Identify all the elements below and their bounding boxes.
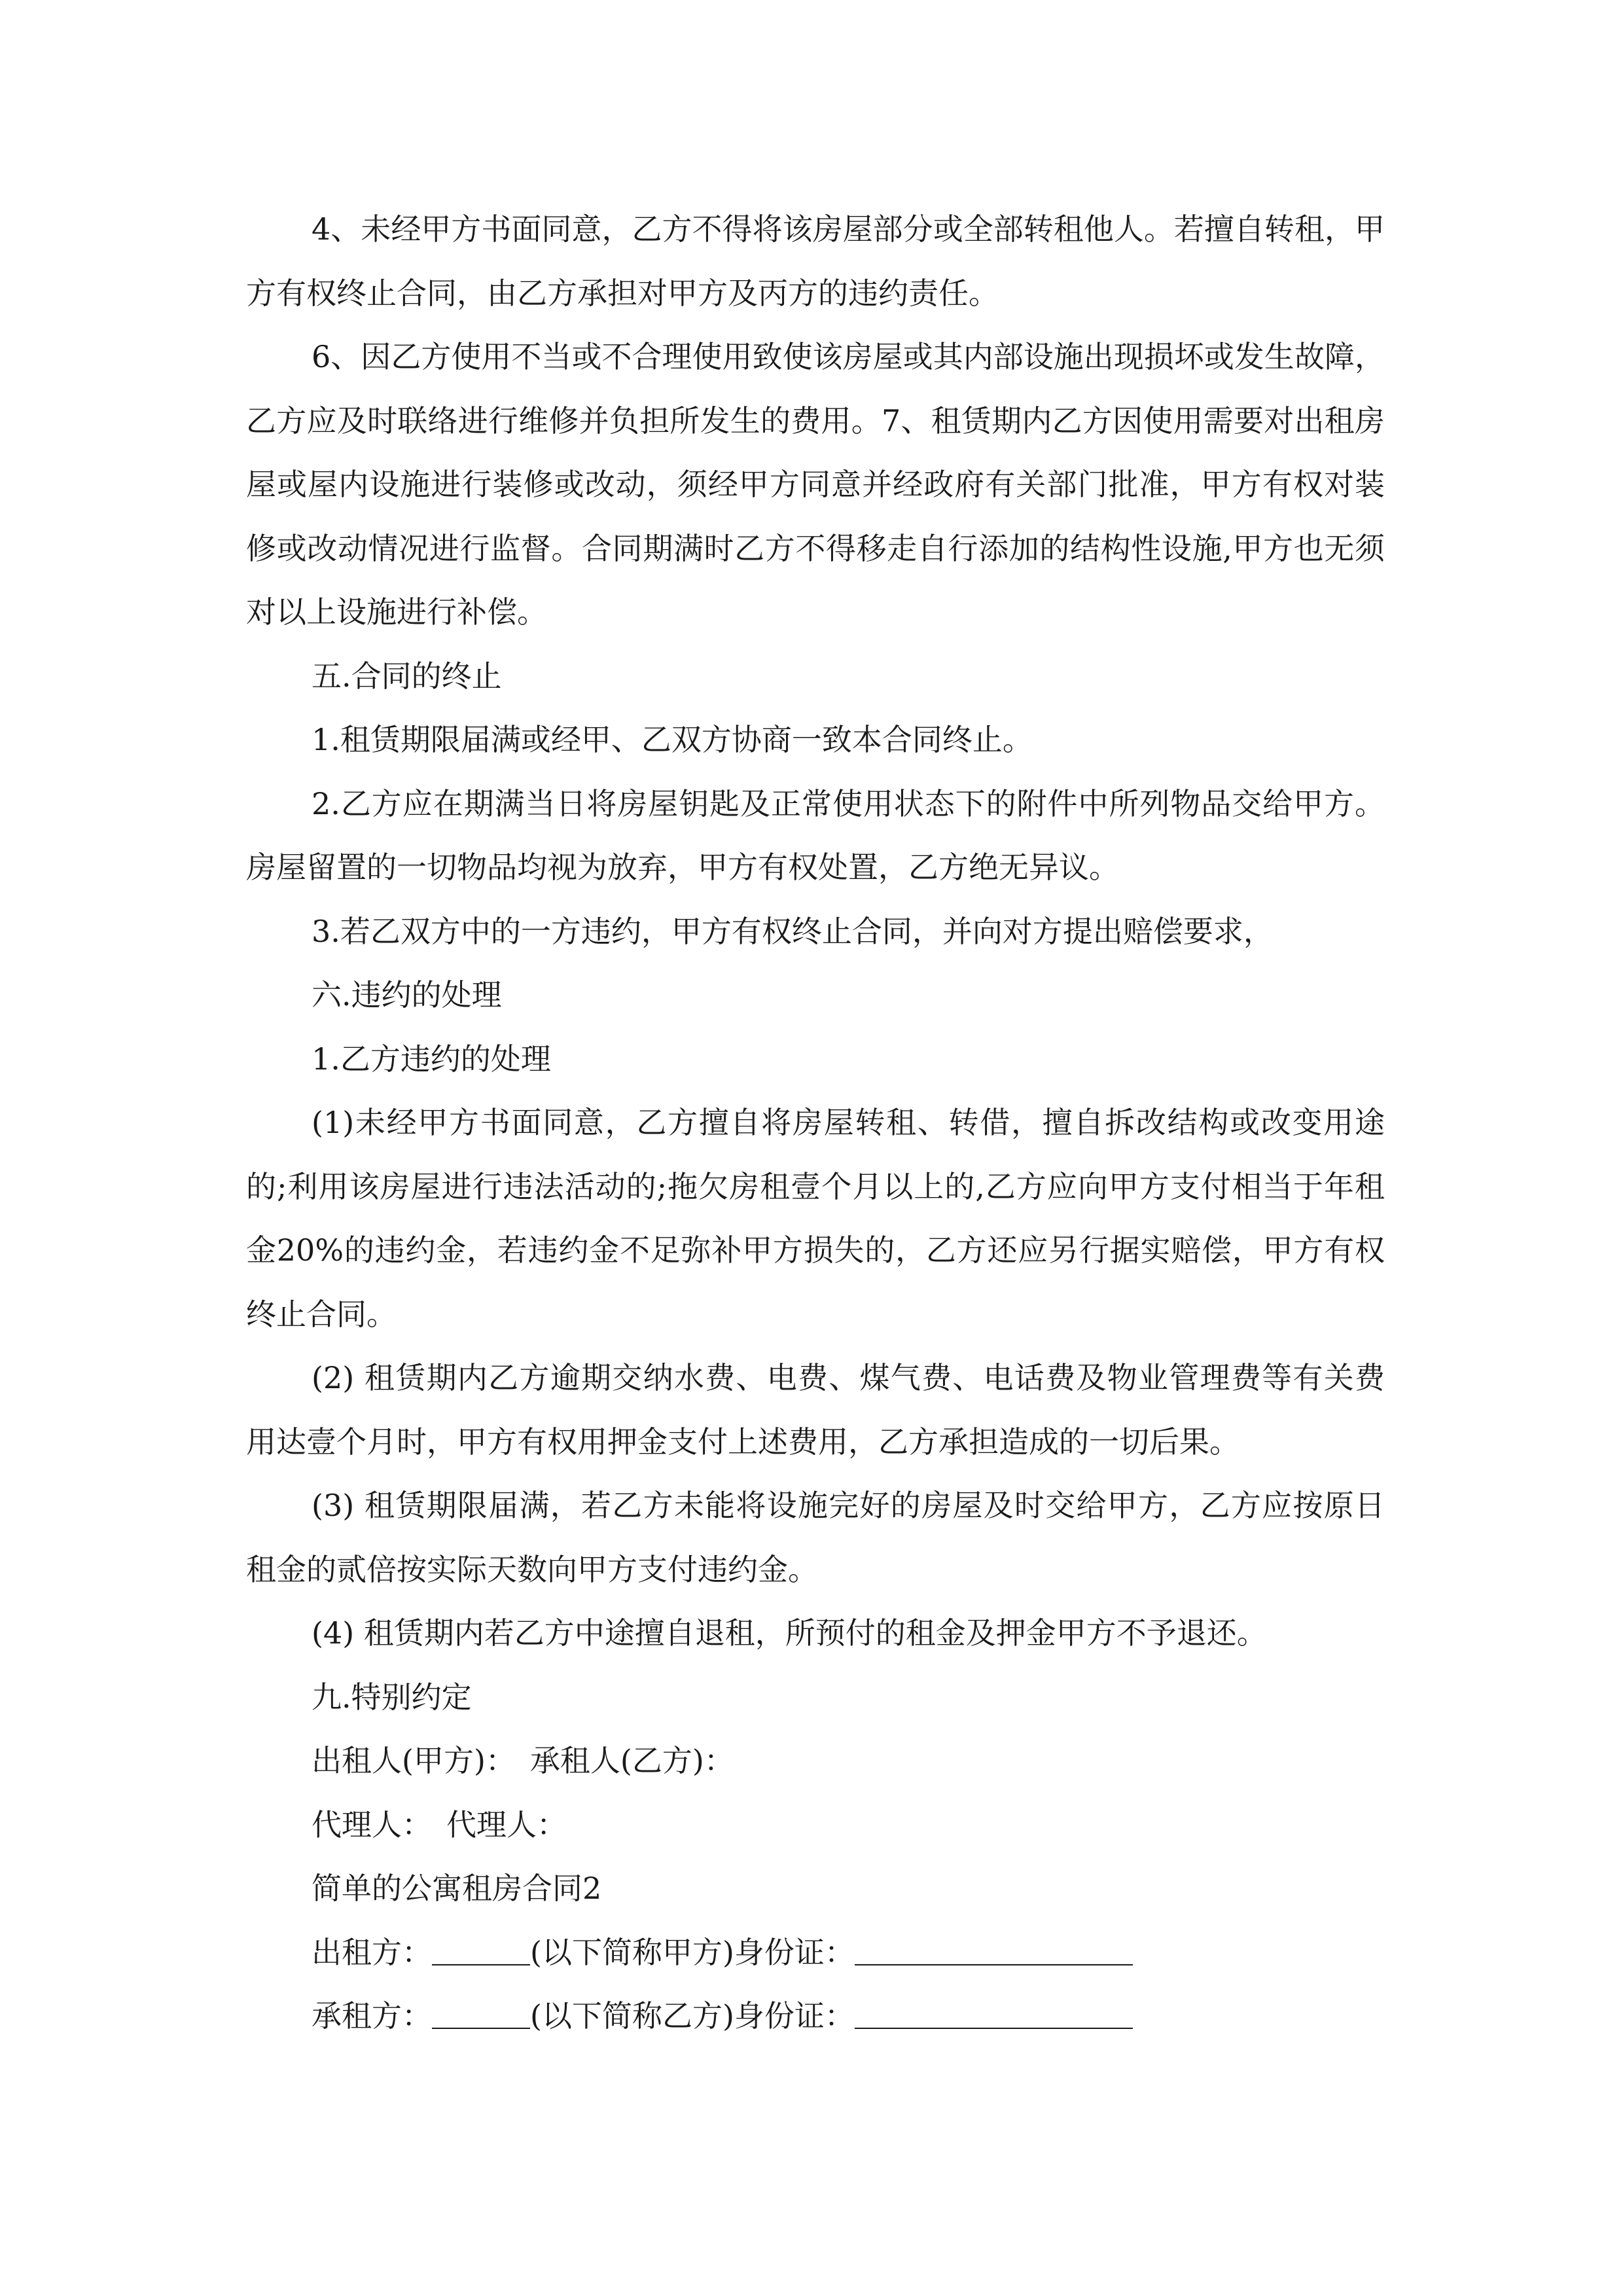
clause-6-7-repair-renovation: 6、因乙方使用不当或不合理使用致使该房屋或其内部设施出现损坏或发生故障，乙方应及时联络进行维修并负担所发生的费用。7、租赁期内乙方因使用需要对出租房屋或屋内设施进行装修或改动，须经甲方同意并经政府有关部门批准，甲方有权对装修或改动情况进行监督。合同期满时乙方不得移走自行添加的结构性设施,甲方也无须对以上设施进行补偿。 xyxy=(246,339,1385,630)
lessor-agent-label: 代理人： xyxy=(312,1806,432,1842)
lessor-signature-label: 出租人(甲方)： xyxy=(312,1743,516,1778)
section-9-heading: 九.特别约定 xyxy=(312,1679,472,1715)
lessor-prefix: 出租方： xyxy=(312,1934,432,1970)
termination-item-3: 3.若乙双方中的一方违约，甲方有权终止合同，并向对方提出赔偿要求， xyxy=(312,913,1274,949)
contract-2-title: 简单的公寓租房合同2 xyxy=(312,1871,602,1906)
lessor-id-line xyxy=(246,1921,1385,1985)
lessee-agent-label: 代理人： xyxy=(446,1806,567,1842)
section-5-heading: 五.合同的终止 xyxy=(312,658,502,694)
breach-item-1: (1)未经甲方书面同意，乙方擅自将房屋转租、转借，擅自拆改结构或改变用途的;利用该房屋进行违法活动的;拖欠房租壹个月以上的,乙方应向甲方支付相当于年租金20%的违约金，若违约金不足弥补甲方损失的，乙方还应另行据实赔偿，甲方有权终止合同。 xyxy=(246,1105,1385,1332)
termination-item-1: 1.租赁期限届满或经甲、乙双方协商一致本合同终止。 xyxy=(312,722,1033,757)
lessee-prefix: 承租方： xyxy=(312,1998,432,2034)
signature-agent-line xyxy=(246,1793,1385,1857)
lessor-abbr-id-label: (以下简称甲方)身份证： xyxy=(530,1934,855,1970)
clause-4-sublet: 4、未经甲方书面同意，乙方不得将该房屋部分或全部转租他人。若擅自转租，甲方有权终止合同，由乙方承担对甲方及丙方的违约责任。 xyxy=(246,211,1385,311)
lessee-signature-label: 承租人(乙方)： xyxy=(529,1743,734,1778)
breach-item-2: (2) 租赁期内乙方逾期交纳水费、电费、煤气费、电话费及物业管理费等有关费用达壹个月时，甲方有权用押金支付上述费用，乙方承担造成的一切后果。 xyxy=(246,1360,1385,1460)
lessor-name-blank xyxy=(432,1931,530,1965)
lessee-name-blank xyxy=(432,1995,530,2029)
lessor-id-blank xyxy=(855,1931,1133,1965)
lessee-abbr-id-label: (以下简称乙方)身份证： xyxy=(530,1998,855,2034)
breach-subheading-1: 1.乙方违约的处理 xyxy=(312,1041,551,1077)
contract-body xyxy=(246,198,1385,2049)
lessee-id-blank xyxy=(855,1995,1133,2029)
section-6-heading: 六.违约的处理 xyxy=(312,977,502,1013)
termination-item-2: 2.乙方应在期满当日将房屋钥匙及正常使用状态下的附件中所列物品交给甲方。房屋留置的一切物品均视为放弃，甲方有权处置，乙方绝无异议。 xyxy=(246,785,1385,885)
signature-party-line xyxy=(246,1729,1385,1793)
breach-item-3: (3) 租赁期限届满，若乙方未能将设施完好的房屋及时交给甲方，乙方应按原日租金的贰倍按实际天数向甲方支付违约金。 xyxy=(246,1488,1385,1587)
breach-item-4: (4) 租赁期内若乙方中途擅自退租，所预付的租金及押金甲方不予退还。 xyxy=(312,1615,1267,1651)
lessee-id-line xyxy=(246,1984,1385,2049)
